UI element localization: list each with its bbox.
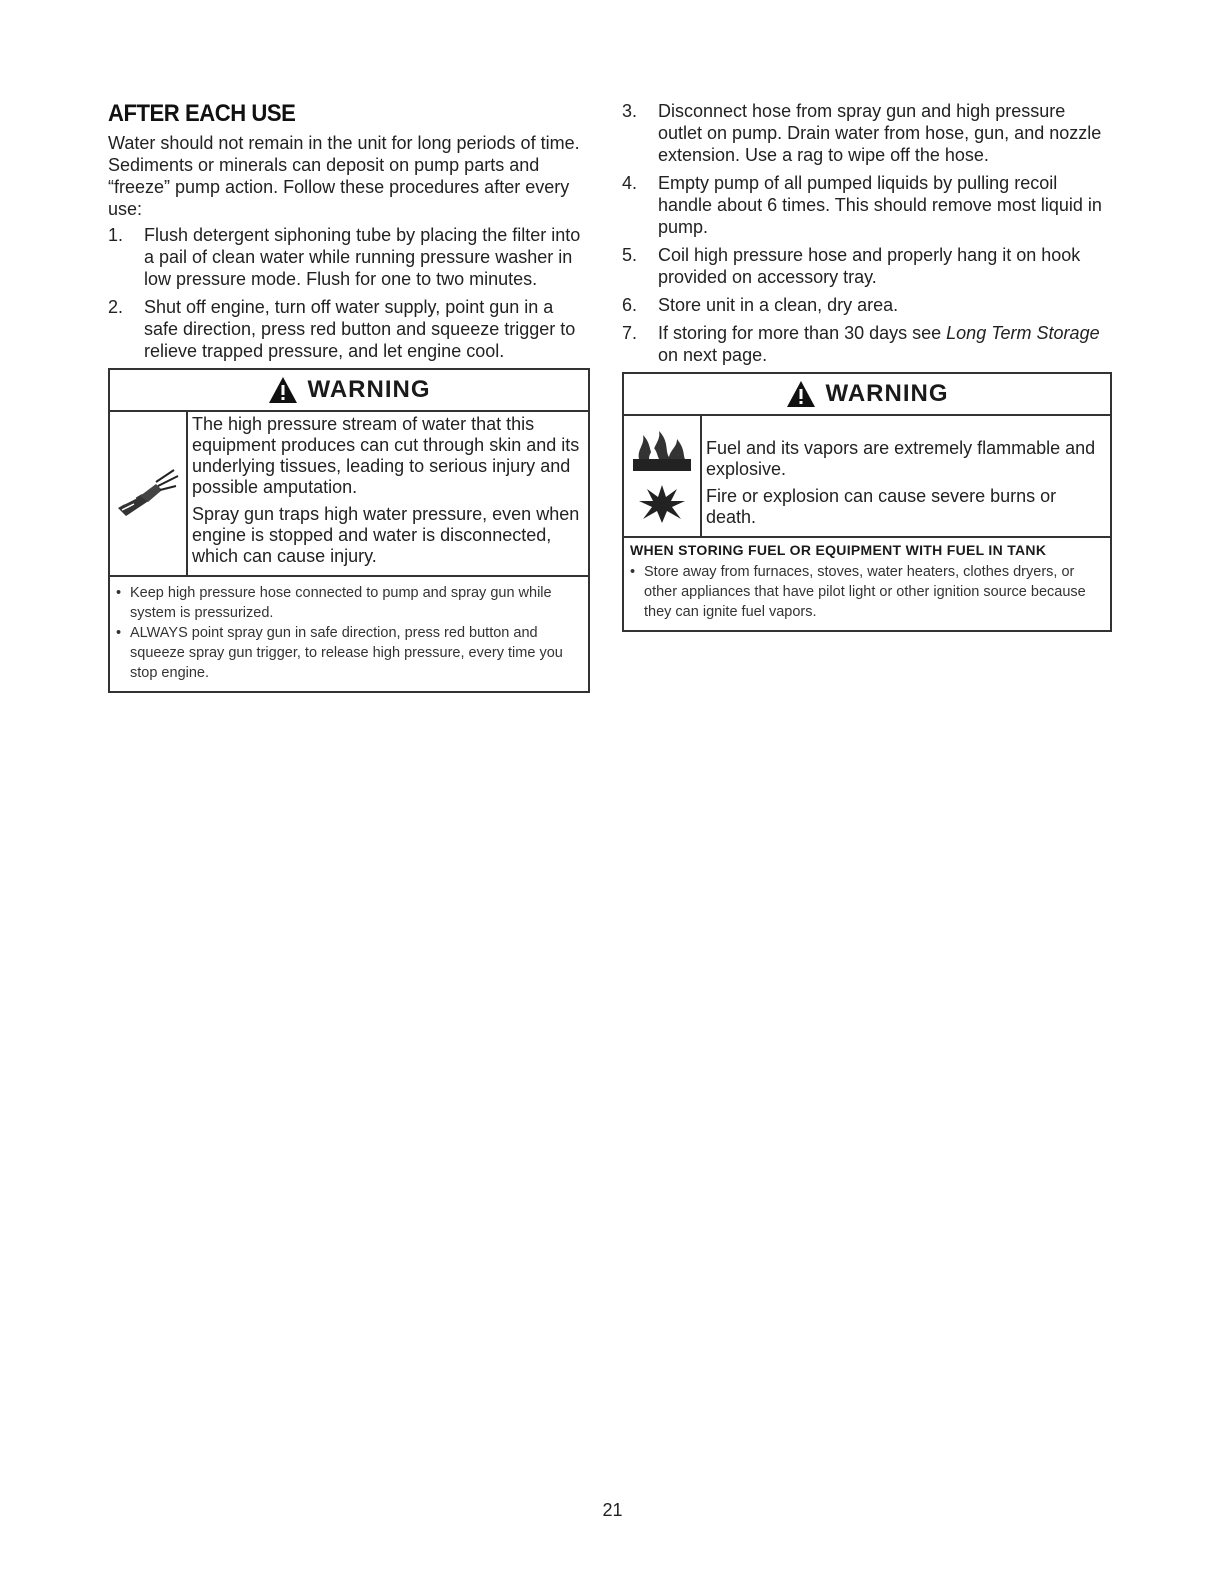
list-item: [622, 244, 1112, 288]
step-text: Empty pump of all pumped liquids by pulling recoil handle about 6 times. This should remove most liquid in pump.: [658, 173, 1102, 237]
step-number: 2.: [108, 297, 124, 317]
step-number: 1.: [108, 225, 124, 245]
warning-pictogram: [110, 412, 188, 575]
right-column: [622, 100, 1112, 632]
warning-text: [702, 416, 1110, 536]
list-item: [108, 224, 590, 290]
step-text: Shut off engine, turn off water supply, point gun in a safe direction, press red button and squeeze trigger to relieve trapped pressure, and let engine cool.: [144, 297, 576, 361]
page-number: 21: [602, 1500, 623, 1520]
list-item: [622, 294, 1112, 316]
pressure-warning-box: [108, 368, 590, 693]
warning-header: [110, 370, 588, 412]
fire-icon: [631, 429, 693, 473]
list-item: [622, 322, 1112, 366]
list-item: • ALWAYS point spray gun in safe direction, press red button and squeeze spray gun trigger, to release high pressure, every time you stop engine.: [116, 623, 582, 683]
step-text: Disconnect hose from spray gun and high pressure outlet on pump. Drain water from hose, gun, and nozzle extension. Use a rag to wipe off the hose.: [658, 101, 1102, 165]
warning-title: WARNING: [307, 376, 431, 403]
list-item: [622, 172, 1112, 238]
list-item: • Keep high pressure hose connected to pump and spray gun while system is pressurized.: [116, 583, 582, 623]
warning-bullets: [624, 560, 1110, 630]
step-number: 3.: [622, 101, 638, 121]
left-column: [108, 100, 590, 693]
step-number: 6.: [622, 295, 638, 315]
warning-paragraph: The high pressure stream of water that this equipment produces can cut through skin and its underlying tissues, leading to serious injury and possible amputation.: [192, 414, 580, 497]
explosion-icon: [637, 483, 687, 523]
warning-triangle-icon: [786, 380, 816, 408]
warning-triangle-icon: [268, 376, 298, 404]
fuel-warning-box: [622, 372, 1112, 632]
warning-paragraph: Fire or explosion can cause severe burns or death.: [706, 486, 1057, 527]
list-item: [622, 100, 1112, 166]
step-text-start: If storing for more than 30 days see: [658, 323, 947, 343]
intro-paragraph: Water should not remain in the unit for long periods of time. Sediments or minerals can deposit on pump parts and “freeze” pump action. Follow these procedures after every use:: [108, 133, 580, 219]
warning-body: [624, 416, 1110, 538]
step-text-end: on next page.: [658, 345, 768, 365]
warning-paragraph: Spray gun traps high water pressure, even when engine is stopped and water is disconnected, which can cause injury.: [192, 504, 580, 566]
high-pressure-injection-icon: [116, 464, 180, 524]
list-item: • Store away from furnaces, stoves, water heaters, clothes dryers, or other appliances that have pilot light or other ignition source because they can ignite fuel vapors.: [630, 562, 1104, 622]
step-number: 5.: [622, 245, 638, 265]
long-term-storage-reference: Long Term Storage: [946, 323, 1100, 343]
step-text: Store unit in a clean, dry area.: [658, 295, 899, 315]
steps-list-left: [108, 224, 590, 362]
warning-title: WARNING: [825, 380, 949, 407]
section-title: AFTER EACH USE: [108, 100, 296, 127]
warning-header: [624, 374, 1110, 416]
list-item: [108, 296, 590, 362]
warning-text: [188, 412, 588, 575]
warning-paragraph: Fuel and its vapors are extremely flammable and explosive.: [706, 438, 1096, 479]
warning-pictogram: [624, 416, 702, 536]
warning-bullets: [110, 577, 588, 691]
step-text: Flush detergent siphoning tube by placing the filter into a pail of clean water while running pressure washer in low pressure mode. Flush for one to two minutes.: [144, 225, 581, 289]
step-text: Coil high pressure hose and properly hang it on hook provided on accessory tray.: [658, 245, 1081, 287]
steps-list-right: [622, 100, 1112, 366]
step-number: 4.: [622, 173, 638, 193]
step-number: 7.: [622, 323, 638, 343]
step-text: [658, 322, 1112, 366]
fuel-storage-subheading: WHEN STORING FUEL OR EQUIPMENT WITH FUEL IN TANK: [630, 542, 1047, 558]
warning-body: [110, 412, 588, 577]
